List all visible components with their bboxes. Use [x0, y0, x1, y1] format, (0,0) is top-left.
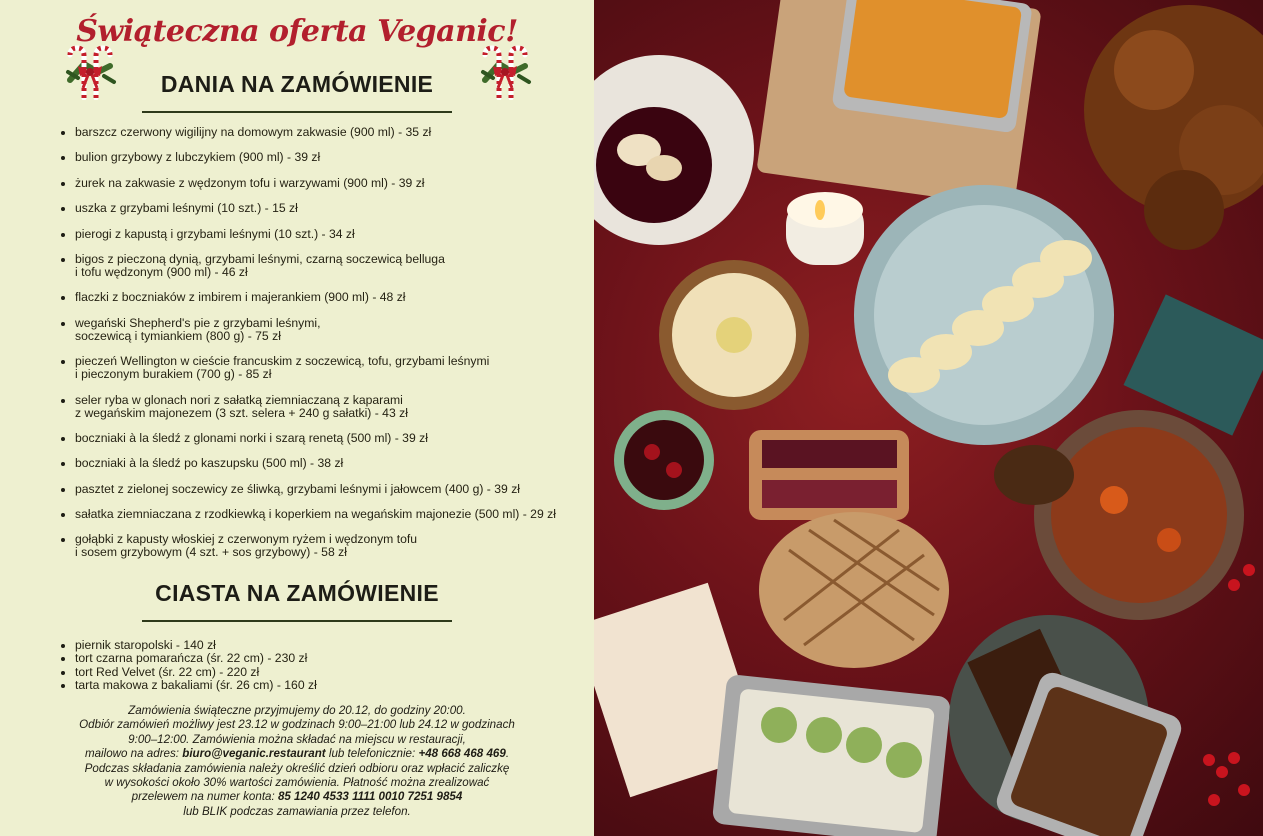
account-number: 85 1240 4533 1111 0010 7251 9854: [277, 790, 463, 804]
info-line: 9:00–12:00. Zamówienia można składać na miejscu w restauracji,: [128, 732, 466, 746]
list-item: tarta makowa z bakaliami (śr. 26 cm) - 160 zł: [75, 677, 317, 692]
dishes-heading: DANIA NA ZAMÓWIENIE: [160, 71, 434, 97]
divider: [142, 620, 452, 622]
info-line: Zamówienia świąteczne przyjmujemy do 20.12, do godziny 20:00.: [128, 704, 466, 717]
info-line: Podczas składania zamówienia należy określić dzień odbioru oraz wpłacić zaliczkę: [84, 761, 510, 775]
list-item: piernik staropolski - 140 zł: [75, 639, 317, 652]
list-item: seler ryba w glonach nori z sałatką ziemniaczaną z kaparami z wegańskim majonezem (3 szt. selera + 240 g sałatki) - 43 zł: [75, 394, 605, 420]
dishes-list: [57, 126, 605, 572]
list-item: wegański Shepherd's pie z grzybami leśnymi, soczewicą i tymiankiem (800 g) - 75 zł: [75, 317, 605, 343]
berries: [1203, 564, 1255, 806]
info-line: Odbiór zamówień możliwy jest 23.12 w godzinach 9:00–21:00 lub 24.12 w godzinach: [79, 718, 515, 732]
list-item: boczniaki à la śledź z glonami norki i szarą renetą (500 ml) - 39 zł: [75, 432, 605, 445]
info-line: lub BLIK podczas zamawiania przez telefon.: [183, 804, 411, 818]
contact-line: [50, 747, 544, 761]
list-item: barszcz czerwony wigilijny na domowym zakwasie (900 ml) - 35 zł: [75, 126, 605, 139]
email-link[interactable]: biuro@veganic.restaurant: [182, 747, 326, 761]
order-info: [50, 704, 544, 819]
list-item: pierogi z kapustą i grzybami leśnymi (10 szt.) - 34 zł: [75, 228, 605, 241]
info-text: .: [505, 747, 510, 761]
list-item: bigos z pieczoną dynią, grzybami leśnymi, czarną soczewicą belluga i tofu wędzonym (900 ml) - 46 zł: [75, 253, 605, 279]
list-item: pieczeń Wellington w cieście francuskim z soczewicą, tofu, grzybami leśnymi i pieczonym burakiem (700 g) - 85 zł: [75, 355, 605, 381]
cakes-heading: CIASTA NA ZAMÓWIENIE: [155, 580, 439, 606]
info-line: w wysokości około 30% wartości zamówienia. Płatność można zrealizować: [104, 776, 490, 790]
list-item: boczniaki à la śledź po kaszupsku (500 ml) - 38 zł: [75, 457, 605, 470]
info-text: przelewem na numer konta:: [131, 790, 278, 804]
info-text: lub telefonicznie:: [325, 747, 419, 761]
list-item: pasztet z zielonej soczewicy ze śliwką, grzybami leśnymi i jałowcem (400 g) - 39 zł: [75, 483, 605, 496]
account-line: [50, 790, 544, 804]
list-item: bulion grzybowy z lubczykiem (900 ml) - 39 zł: [75, 151, 605, 164]
phone-number[interactable]: +48 668 468 469: [418, 747, 506, 761]
offer-title: Świąteczna oferta Veganic!: [76, 14, 518, 49]
list-item: sałatka ziemniaczana z rzodkiewką i koperkiem na wegańskim majonezie (500 ml) - 29 zł: [75, 508, 605, 521]
list-item: tort czarna pomarańcza (śr. 22 cm) - 230 zł: [75, 652, 317, 665]
food-photo: [594, 0, 1263, 836]
pinecone: [994, 445, 1074, 505]
list-item: gołąbki z kapusty włoskiej z czerwonym ryżem i wędzonym tofu i sosem grzybowym (4 szt. + sos grzybowy) - 58 zł: [75, 533, 605, 559]
list-item: żurek na zakwasie z wędzonym tofu i warzywami (900 ml) - 39 zł: [75, 177, 605, 190]
list-item: flaczki z boczniaków z imbirem i majerankiem (900 ml) - 48 zł: [75, 291, 605, 304]
divider: [142, 111, 452, 113]
cakes-list: [57, 639, 317, 692]
menu-panel: [0, 0, 594, 836]
list-item: uszka z grzybami leśnymi (10 szt.) - 15 zł: [75, 202, 605, 215]
food-illustration: [594, 0, 1263, 836]
list-item: tort Red Velvet (śr. 22 cm) - 220 zł: [75, 666, 317, 679]
info-text: mailowo na adres:: [84, 747, 183, 761]
wellington: [759, 512, 949, 668]
